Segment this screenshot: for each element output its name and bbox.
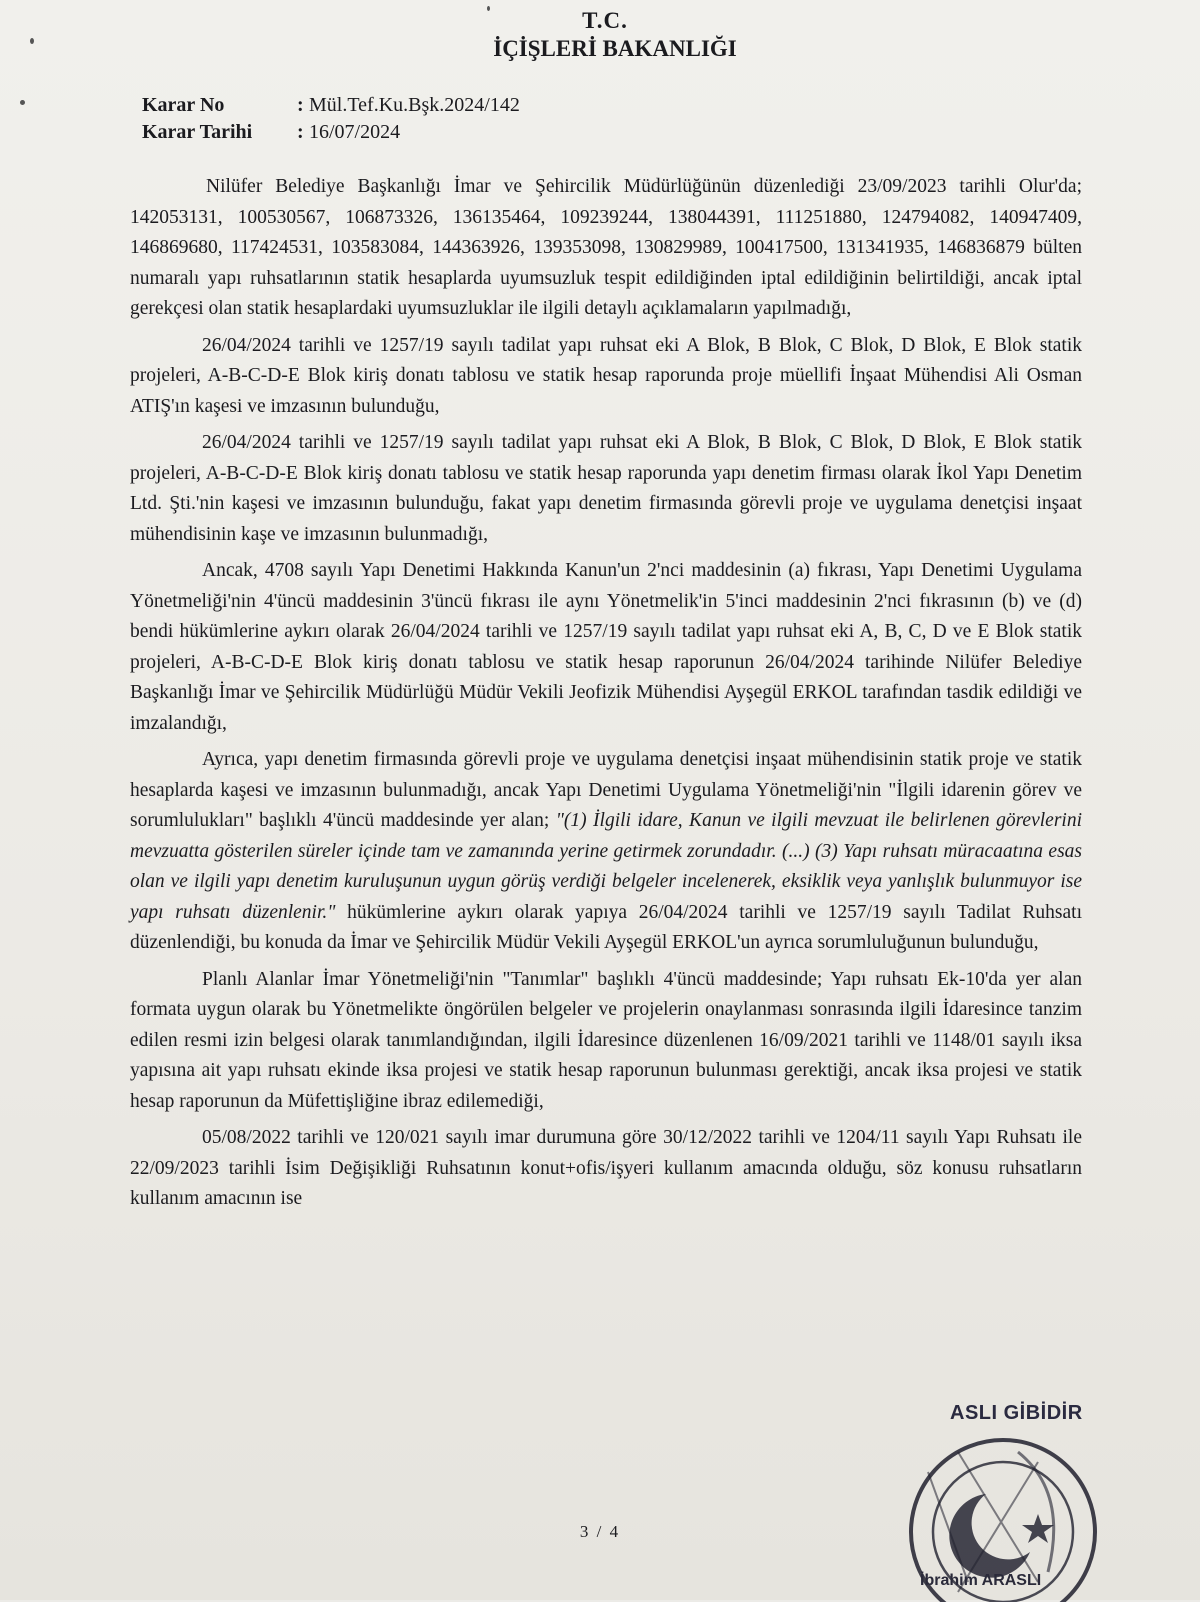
- paragraph-5-intro: Ayrıca, yapı denetim firmasında görevli proje ve uygulama denetçisi inşaat mühendisinin statik proje ve statik hesaplarda kaşesi ve imzasının bulunmadığı, ancak Yapı Denetimi Uygulama Yönetmeliği'nin "İlgili idarenin görev ve sorumlulukları" başlıklı 4'üncü maddesinde yer alan;: [130, 749, 1082, 831]
- paragraph-6: Planlı Alanlar İmar Yönetmeliği'nin "Tanımlar" başlıklı 4'üncü maddesinde; Yapı ruhsatı Ek-10'da yer alan formata uygun olarak bu Yönetmelikte öngörülen belgeler ve projelerin onaylanması sonrasında ilgili İdaresince tanzim edilen resmi izin belgesi olarak tanımlandığından, ilgili İdaresince düzenlenen 16/09/2021 tarihli ve 1148/01 sayılı iksa yapısına ait yapı ruhsatı ekinde iksa projesi ve statik hesap raporunun bulunması gerektiği, ancak iksa projesi ve statik hesap raporunun da Müfettişliğine ibraz edilemediği,: [130, 968, 1082, 1112]
- header-ministry: İÇİŞLERİ BAKANLIĞI: [493, 36, 737, 61]
- asli-gibidir-stamp: ASLI GİBİDİR: [950, 1402, 1083, 1424]
- decision-meta: [142, 92, 520, 146]
- karar-no-row: [142, 92, 520, 119]
- document-header: [0, 8, 1200, 62]
- paragraph-1: Nilüfer Belediye Başkanlığı İmar ve Şehircilik Müdürlüğünün düzenlediği 23/09/2023 tarihli Olur'da; 142053131, 100530567, 106873326, 136135464, 109239244, 138044391, 111251880, 124794082, 140947409, 146869680, 117424531, 103583084, 144363926, 139353098, 130829989, 100417500, 131341935, 146836879 bülten numaralı yapı ruhsatlarının statik hesaplarda uyumsuzluk tespit edildiğinden iptal edildiğinin belirtildiği, ancak iptal gerekçesi olan statik hesaplardaki uyumsuzluklar ile ilgili detaylı açıklamaların yapılmadığı,: [130, 176, 1082, 319]
- karar-tarihi-value: 16/07/2024: [309, 121, 401, 143]
- paragraph-5-conclusion: hükümlerine aykırı olarak yapıya 26/04/2024 tarihli ve 1257/19 sayılı Tadilat Ruhsatı düzenlendiği, bu konuda da İmar ve Şehircilik Müdür Vekili Ayşegül ERKOL'un ayrıca sorumluluğunun bulunduğu,: [130, 901, 1083, 953]
- paper-speck: [20, 100, 25, 105]
- page-number: 3 / 4: [579, 1522, 621, 1541]
- paragraph-7: 05/08/2022 tarihli ve 120/021 sayılı imar durumuna göre 30/12/2022 tarihli ve 1204/11 sayılı Yapı Ruhsatı ile 22/09/2023 tarihli İsim Değişikliği Ruhsatının konut+ofis/işyeri kullanım amacında olduğu, söz konusu ruhsatların kullanım amacının ise: [130, 1127, 1082, 1209]
- karar-no-label: Karar No: [142, 94, 225, 116]
- regulation-quote: "(1) İlgili idare, Kanun ve ilgili mevzuat ile belirlenen görevlerini mevzuatta gösterilen süreler içinde tam ve zamanında yerine getirmek zorundadır. (...) (3) Yapı ruhsatı müracaatına esas olan ve ilgili yapı denetim kuruluşunun uygun görüş verdiği belgeler incelenerek, eksiklik veya yanlışlık bulunmuyor ise yapı ruhsatı düzenlenir.": [130, 810, 1082, 923]
- colon: :: [297, 121, 304, 143]
- karar-tarihi-row: [142, 119, 520, 146]
- karar-no-value: Mül.Tef.Ku.Bşk.2024/142: [309, 94, 520, 116]
- paragraph-2: 26/04/2024 tarihli ve 1257/19 sayılı tadilat yapı ruhsat eki A Blok, B Blok, C Blok, D Blok, E Blok statik projeleri, A-B-C-D-E Blok kiriş donatı tablosu ve statik hesap raporunda proje müellifi İnşaat Mühendisi Ali Osman ATIŞ'ın kaşesi ve imzasının bulunduğu,: [130, 334, 1082, 417]
- document-body: [130, 172, 1082, 1221]
- paragraph-3: 26/04/2024 tarihli ve 1257/19 sayılı tadilat yapı ruhsat eki A Blok, B Blok, C Blok, D Blok, E Blok statik projeleri, A-B-C-D-E Blok kiriş donatı tablosu ve statik hesap raporunda yapı denetim firması olarak İkol Yapı Denetim Ltd. Şti.'nin kaşesi ve imzasının bulunduğu, fakat yapı denetim firmasında görevli proje ve uygulama denetçisi inşaat mühendisinin kaşe ve imzasının bulunmadığı,: [130, 432, 1082, 545]
- colon: :: [297, 94, 304, 116]
- signature-name: İbrahim ARASLI: [920, 1572, 1042, 1589]
- karar-tarihi-label: Karar Tarihi: [142, 121, 253, 143]
- header-tc: T.C.: [582, 8, 628, 33]
- paragraph-4: Ancak, 4708 sayılı Yapı Denetimi Hakkında Kanun'un 2'nci maddesinin (a) fıkrası, Yapı Denetimi Uygulama Yönetmeliği'nin 4'üncü maddesinin 3'üncü fıkrası ile aynı Yönetmelik'in 5'inci maddesinin 2'nci fıkrasının (b) ve (d) bendi hükümlerine aykırı olarak 26/04/2024 tarihli ve 1257/19 sayılı tadilat yapı ruhsat eki A, B, C, D ve E Blok statik projeleri, A-B-C-D-E Blok kiriş donatı tablosu ve statik hesap raporunun 26/04/2024 tarihinde Nilüfer Belediye Başkanlığı İmar ve Şehircilik Müdürlüğü Müdür Vekili Jeofizik Mühendisi Ayşegül ERKOL tarafından tasdik edildiği ve imzalandığı,: [130, 560, 1082, 734]
- paragraph-5: [130, 745, 1082, 959]
